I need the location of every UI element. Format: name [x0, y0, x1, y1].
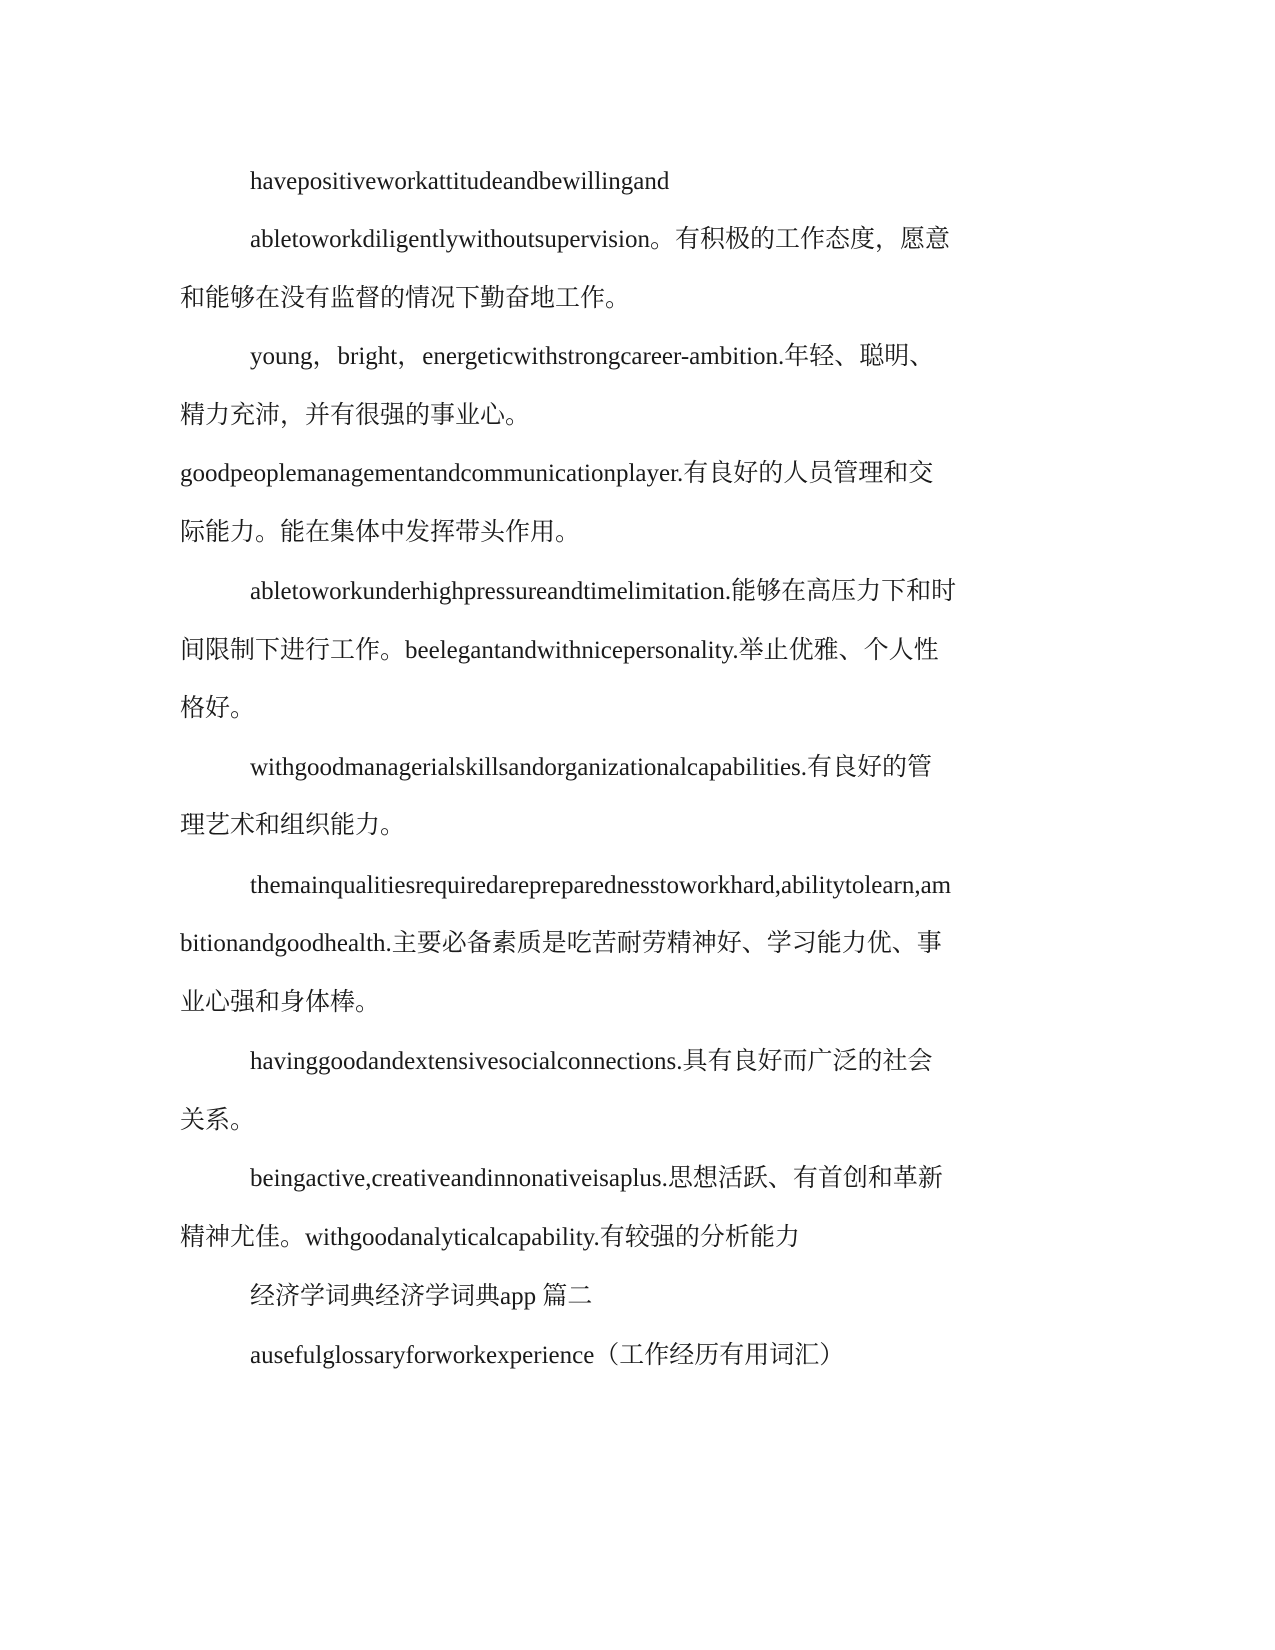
text-line: young，bright，energeticwithstrongcareer-ambition.年轻、聪明、: [250, 343, 935, 370]
text-line: 格好。: [180, 695, 256, 722]
text-line: bitionandgoodhealth.主要必备素质是吃苦耐劳精神好、学习能力优、事: [180, 930, 942, 957]
text-line: 和能够在没有监督的情况下勤奋地工作。: [180, 285, 631, 312]
text-line: 关系。: [180, 1107, 256, 1134]
section-heading: 经济学词典经济学词典app 篇二: [250, 1283, 593, 1310]
text-line: 间限制下进行工作。beelegantandwithnicepersonality.举止优雅、个人性: [180, 637, 939, 664]
text-line: abletoworkunderhighpressureandtimelimitation.能够在高压力下和时: [250, 578, 957, 605]
text-line: beingactive,creativeandinnonativeisaplus.思想活跃、有首创和革新: [250, 1165, 943, 1192]
text-line: goodpeoplemanagementandcommunicationplayer.有良好的人员管理和交: [180, 460, 934, 487]
text-line: themainqualitiesrequiredarepreparednesstoworkhard,abilitytolearn,am: [250, 872, 952, 899]
text-line: 精力充沛，并有很强的事业心。: [180, 402, 531, 429]
text-line: abletoworkdiligentlywithoutsupervision。有积极的工作态度，愿意: [250, 226, 950, 253]
text-line: withgoodmanagerialskillsandorganizationalcapabilities.有良好的管: [250, 754, 933, 781]
text-line: 业心强和身体棒。: [180, 989, 381, 1016]
text-line: 际能力。能在集体中发挥带头作用。: [180, 519, 581, 546]
text-line: ausefulglossaryforworkexperience（工作经历有用词汇）: [250, 1342, 845, 1369]
text-line: havinggoodandextensivesocialconnections.具有良好而广泛的社会: [250, 1048, 933, 1075]
text-line: 精神尤佳。withgoodanalyticalcapability.有较强的分析能力: [180, 1224, 800, 1251]
text-line: havepositiveworkattitudeandbewillingand: [250, 168, 670, 195]
text-line: 理艺术和组织能力。: [180, 812, 406, 839]
